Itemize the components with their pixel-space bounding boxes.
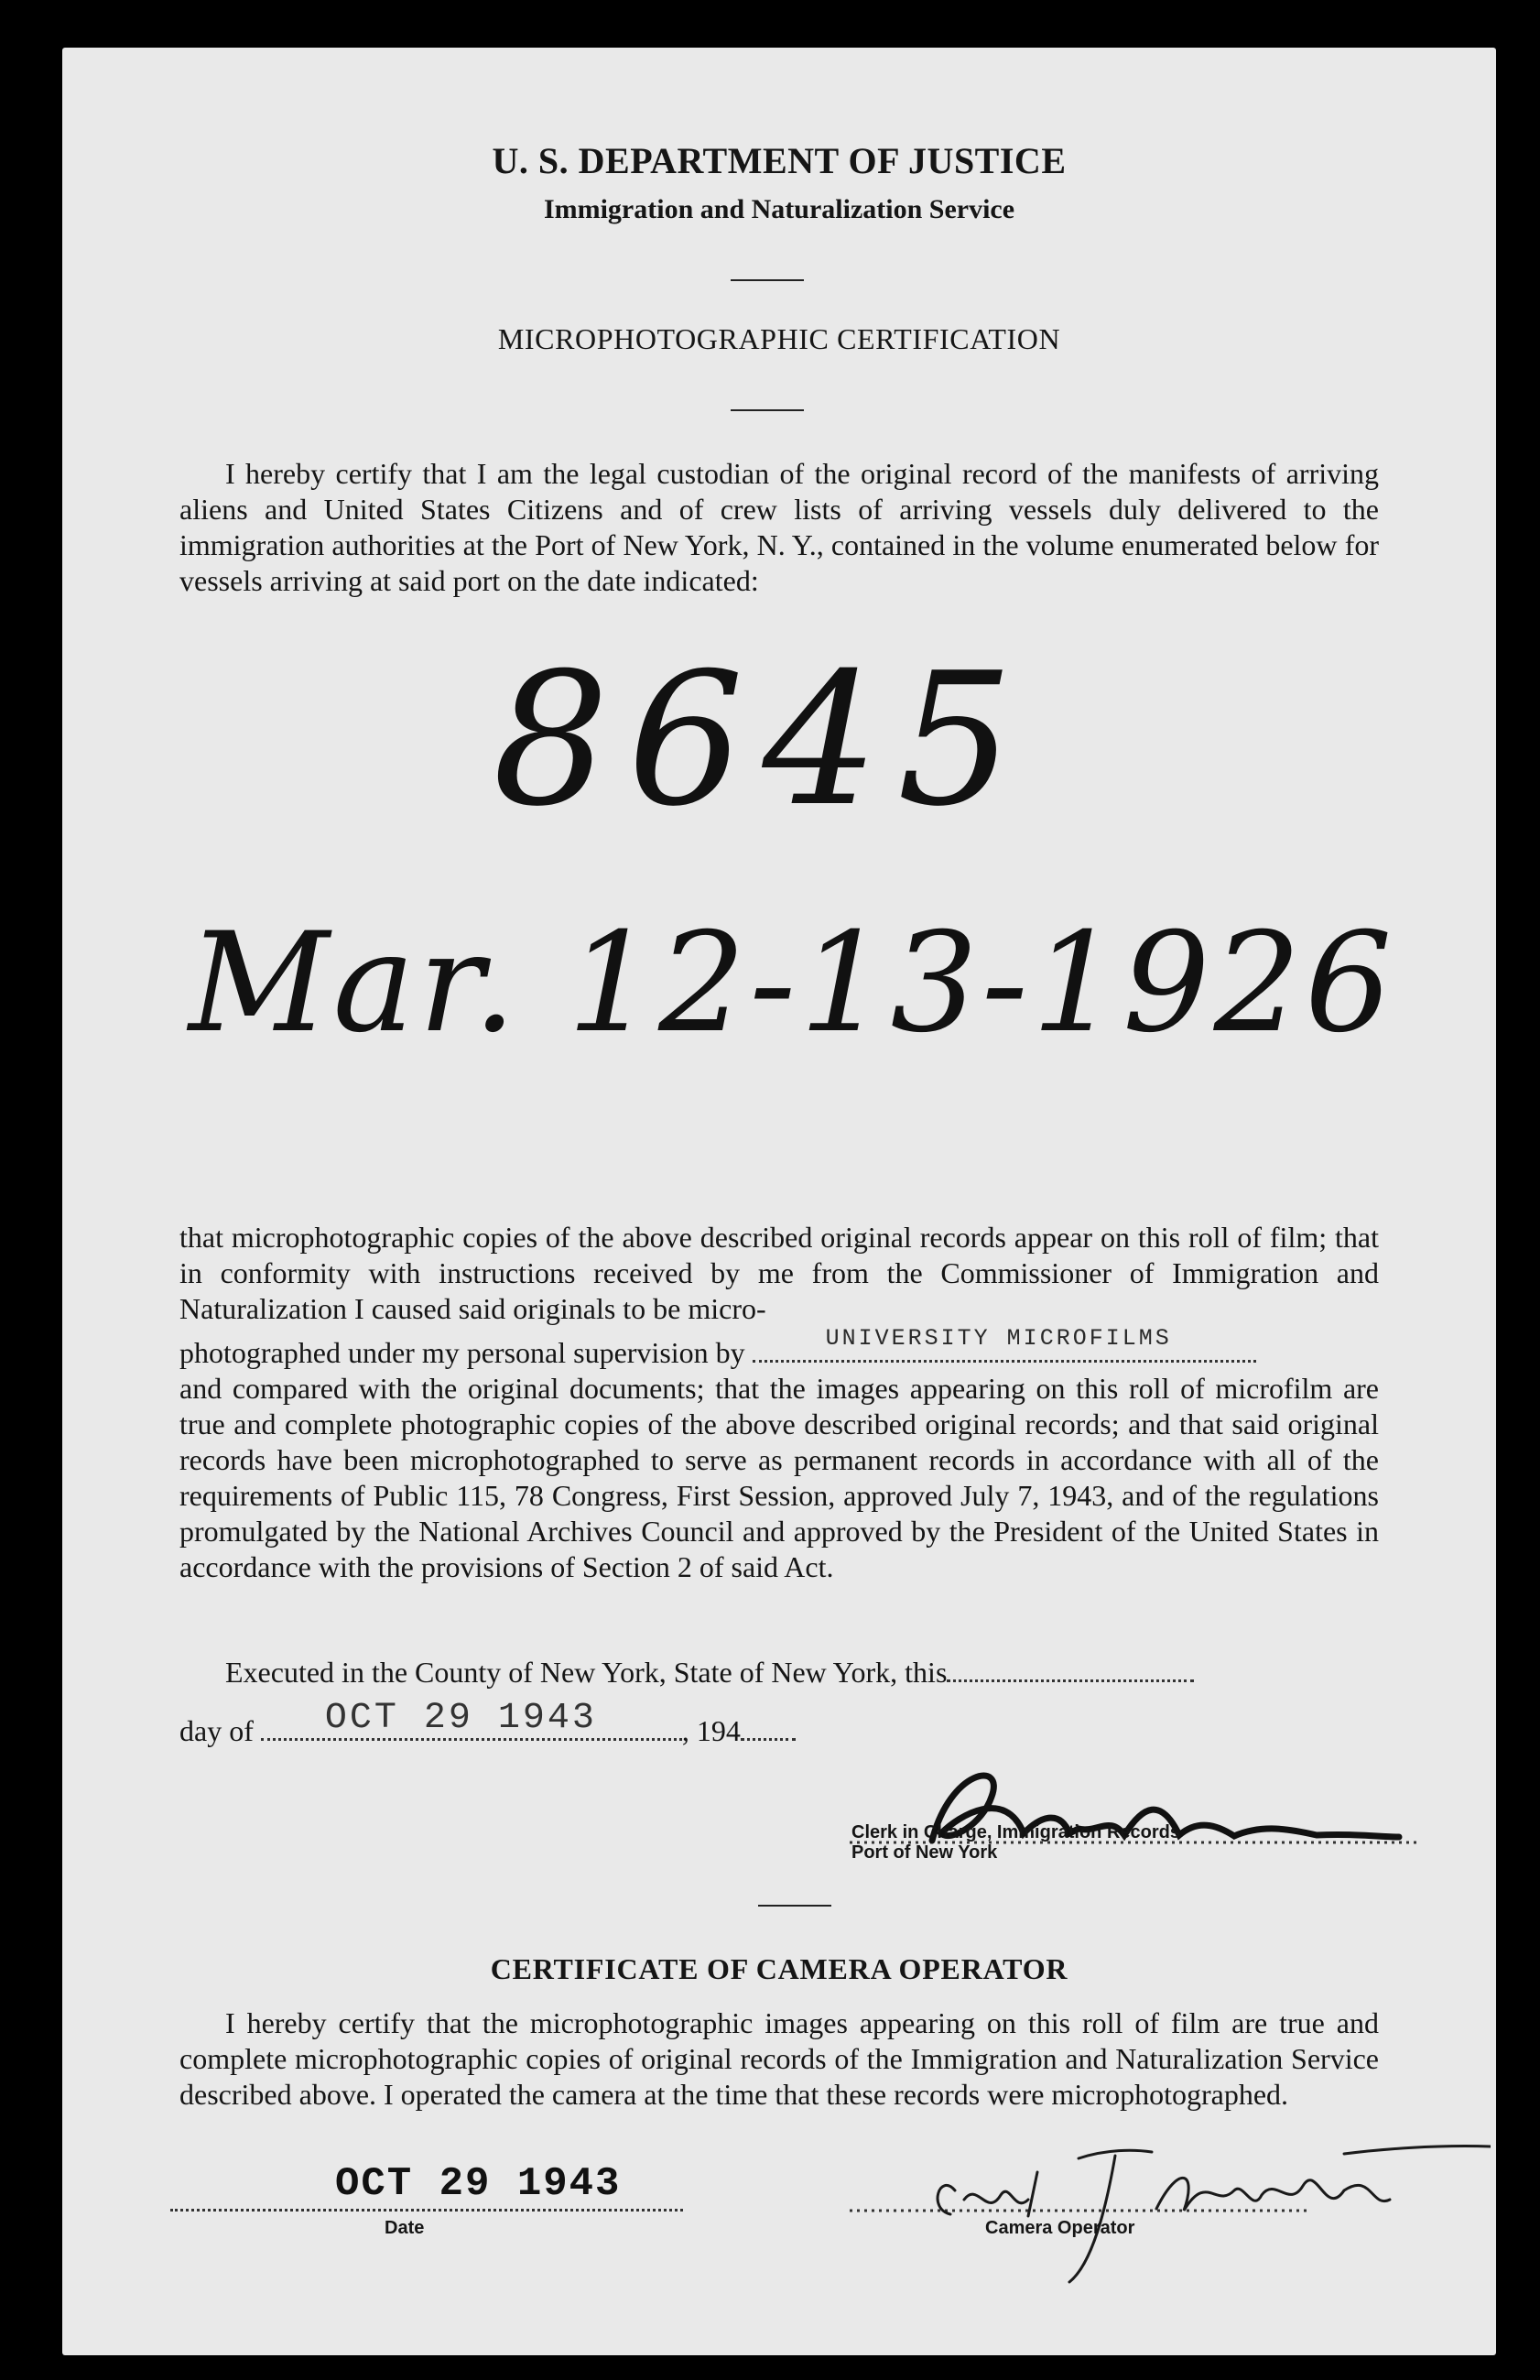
supervisor-line bbox=[179, 1325, 1379, 1371]
body-text-part1: that microphotographic copies of the above described original records appear on this roll of film; that in conformity with instructions received by me from the Commissioner of Immigration and Naturalization I caused said originals to be micro- bbox=[179, 1221, 1379, 1325]
handwritten-volume-number: 8645 bbox=[493, 634, 1032, 847]
day-fill-line bbox=[947, 1656, 1194, 1682]
camera-operator-label: Camera Operator bbox=[985, 2218, 1135, 2238]
department-heading: U. S. DEPARTMENT OF JUSTICE bbox=[492, 140, 1067, 181]
certification-title: MICROPHOTOGRAPHIC CERTIFICATION bbox=[497, 322, 1061, 355]
supervisor-stamp: UNIVERSITY MICROFILMS bbox=[825, 1325, 1172, 1352]
certificate-sheet bbox=[62, 48, 1496, 2355]
service-subheading: Immigration and Naturalization Service bbox=[543, 194, 1015, 224]
intro-paragraph bbox=[179, 456, 1379, 599]
execution-text: Executed in the County of New York, State of New York, this bbox=[225, 1656, 948, 1689]
body-text-part3: and compared with the original documents; that the images appearing on this roll of microfilm are true and complete photographic copies of the above described original records; and that said original records have been microphotographed to serve as permanent records in accordance with all of the requirements of Public 115, 78 Congress, First Session, approved July 7, 1943, and of the regulations promulgated by the National Archives Council and approved by the President of the United States in accordance with the provisions of Section 2 of said Act. bbox=[179, 1372, 1379, 1583]
divider bbox=[731, 279, 804, 281]
body-text-part2: photographed under my personal supervision by bbox=[179, 1336, 745, 1369]
camera-operator-signature bbox=[831, 2108, 1491, 2337]
body-paragraph bbox=[179, 1220, 1379, 1585]
clerk-title-line1: Clerk in Charge, Immigration Records bbox=[851, 1822, 1180, 1842]
handwritten-date-range: Mar. 12-13-1926 bbox=[189, 904, 1396, 1063]
execution-line bbox=[179, 1655, 1379, 1690]
execution-date-stamp: OCT 29 1943 bbox=[324, 1698, 597, 1739]
year-fill-line bbox=[741, 1714, 796, 1741]
date-label: Date bbox=[385, 2218, 425, 2238]
month-fill-line bbox=[261, 1698, 682, 1741]
supervisor-fill-line bbox=[753, 1325, 1256, 1363]
date-fill-line bbox=[170, 2154, 683, 2212]
camera-text: I hereby certify that the microphotographic images appearing on this roll of film are true and complete microphotographic copies of original records of the Immigration and Naturalization Service described above. I operated the camera at the time that these records were microphotographed. bbox=[179, 2006, 1379, 2111]
divider bbox=[731, 409, 804, 411]
camera-date-stamp: OCT 29 1943 bbox=[335, 2161, 622, 2207]
clerk-title-line2: Port of New York bbox=[851, 1842, 998, 1863]
divider bbox=[758, 1905, 831, 1907]
intro-text: I hereby certify that I am the legal custodian of the original record of the manifests of arriving aliens and United States Citizens and of crew lists of arriving vessels duly delivered to the immigration authorities at the Port of New York, N. Y., contained in the volume enumerated below for vessels arriving at said port on the date indicated: bbox=[179, 457, 1379, 597]
camera-paragraph bbox=[179, 2005, 1379, 2113]
day-of-label: day of bbox=[179, 1714, 254, 1747]
year-suffix: , 194 bbox=[681, 1714, 741, 1747]
clerk-signature bbox=[795, 1733, 1454, 1888]
camera-certificate-title: CERTIFICATE OF CAMERA OPERATOR bbox=[490, 1952, 1068, 1985]
